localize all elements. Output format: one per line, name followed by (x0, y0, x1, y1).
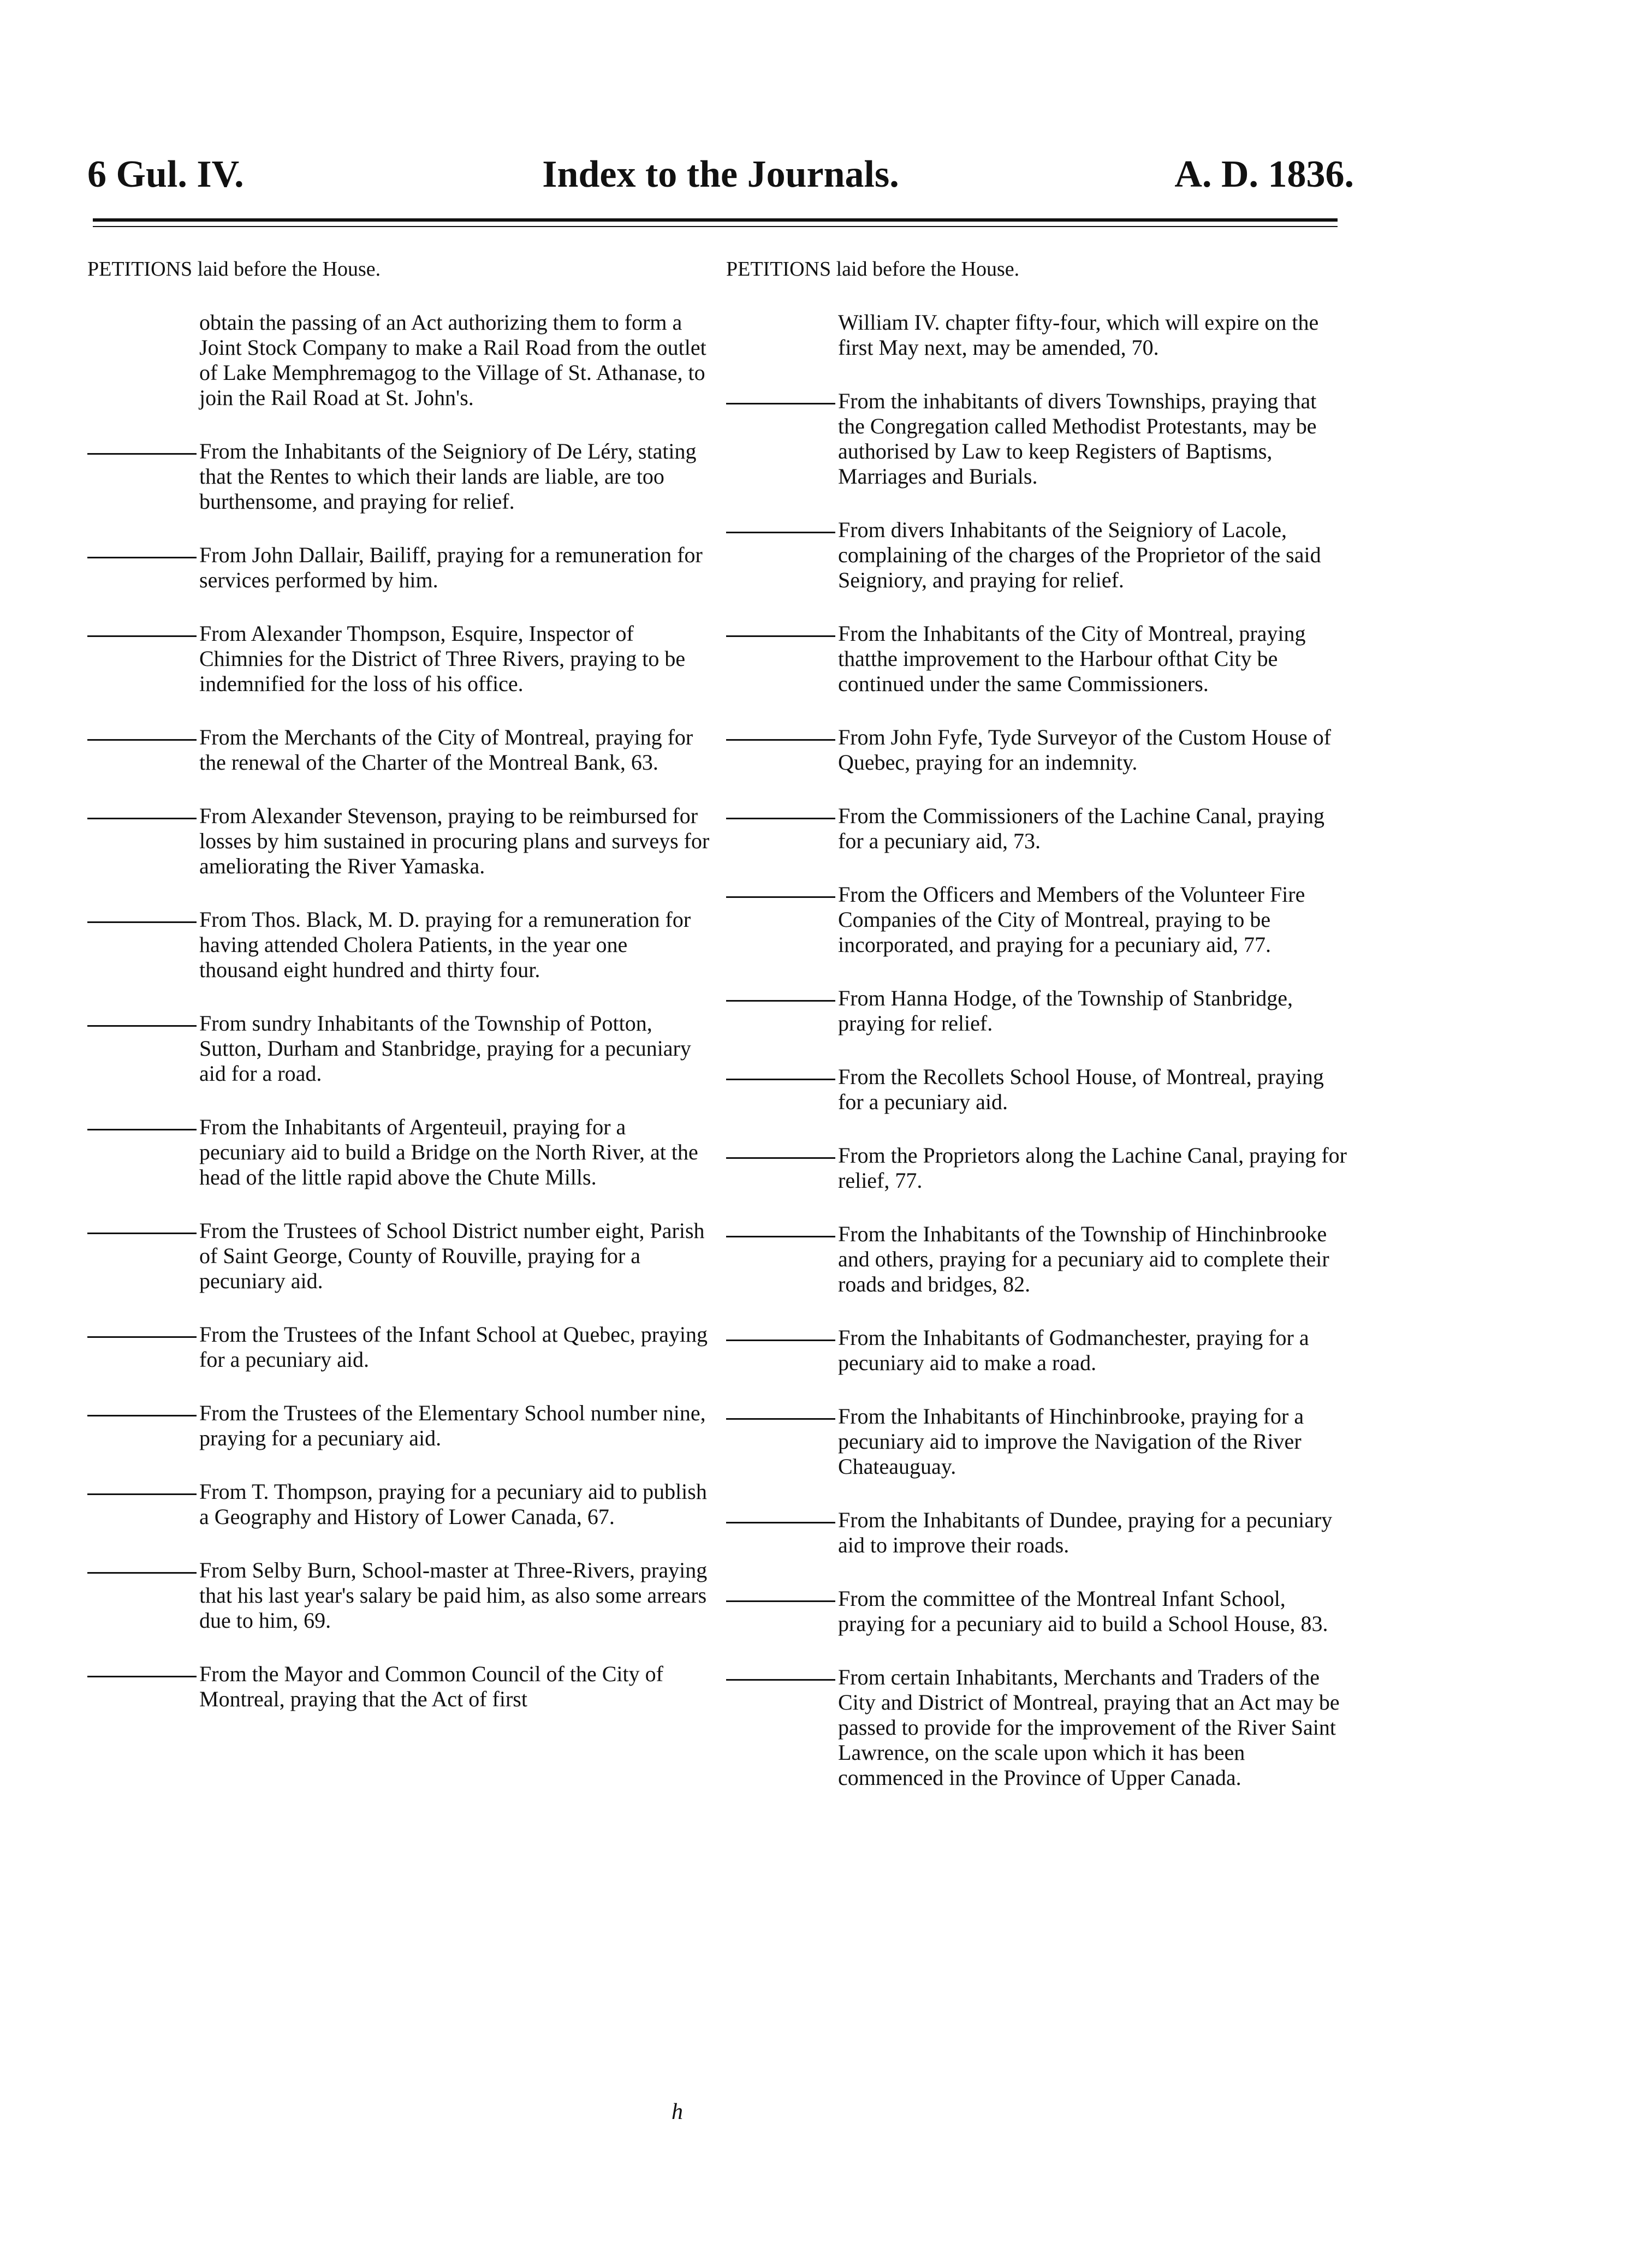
petition-entry: From John Dallair, Bailiff, praying for a remuneration for services performed by him. (87, 543, 710, 593)
regnal-year: 6 Gul. IV. (87, 153, 244, 195)
left-column (87, 257, 710, 1740)
petition-entry: From the Inhabitants of Dundee, praying for a pecuniary aid to improve their roads. (726, 1508, 1348, 1558)
right-column-heading: PETITIONS laid before the House. (726, 258, 1020, 281)
left-column-heading: PETITIONS laid before the House. (87, 258, 381, 281)
signature-mark: h (672, 2099, 683, 2124)
header-rule-thin (93, 226, 1338, 227)
petition-entry: From T. Thompson, praying for a pecuniary aid to publish a Geography and History of Lower Canada, 67. (87, 1479, 710, 1529)
petition-entry: From Thos. Black, M. D. praying for a remuneration for having attended Cholera Patients, in the year one thousand eight hundred and thirty four. (87, 907, 710, 983)
petition-entry: From the Inhabitants of Hinchinbrooke, praying for a pecuniary aid to improve the Navigation of the River Chateauguay. (726, 1404, 1348, 1479)
petition-entry: From the Inhabitants of Godmanchester, praying for a pecuniary aid to make a road. (726, 1325, 1348, 1376)
petition-entry: From certain Inhabitants, Merchants and Traders of the City and District of Montreal, praying that an Act may be passed to provide for the improvement of the River Saint Lawrence, on the scale upon which it has been commenced in the Province of Upper Canada. (726, 1665, 1348, 1790)
petition-entry: From the Trustees of the Infant School at Quebec, praying for a pecuniary aid. (87, 1322, 710, 1372)
petition-entry: From Alexander Thompson, Esquire, Inspector of Chimnies for the District of Three Rivers, praying to be indemnified for the loss of his office. (87, 621, 710, 697)
petition-entry: From the Recollets School House, of Montreal, praying for a pecuniary aid. (726, 1064, 1348, 1115)
petition-entry: From the Proprietors along the Lachine Canal, praying for relief, 77. (726, 1143, 1348, 1193)
petition-entry-continued: William IV. chapter fifty-four, which will expire on the first May next, may be amended, 70. (838, 310, 1319, 360)
petition-entry: From the inhabitants of divers Townships, praying that the Congregation called Methodist Protestants, may be authorised by Law to keep Registers of Baptisms, Marriages and Burials. (726, 389, 1348, 489)
petition-entry: From the Officers and Members of the Volunteer Fire Companies of the City of Montreal, praying to be incorporated, and praying for a pecuniary aid, 77. (726, 882, 1348, 957)
petition-entry: From Hanna Hodge, of the Township of Stanbridge, praying for relief. (726, 986, 1348, 1036)
petition-entry: From the Inhabitants of the Seigniory of De Léry, stating that the Rentes to which their lands are liable, are too burthensome, and praying for relief. (87, 439, 710, 514)
petition-entry: From the Merchants of the City of Montreal, praying for the renewal of the Charter of the Montreal Bank, 63. (87, 725, 710, 775)
petition-entry: From the committee of the Montreal Infant School, praying for a pecuniary aid to build a School House, 83. (726, 1586, 1348, 1636)
petition-entry: From the Trustees of the Elementary School number nine, praying for a pecuniary aid. (87, 1401, 710, 1451)
petition-entry: From the Inhabitants of the City of Montreal, praying thatthe improvement to the Harbour ofthat City be continued under the same Commissioners. (726, 621, 1348, 697)
page-title: Index to the Journals. (542, 153, 899, 195)
right-column (726, 257, 1348, 1819)
petition-entry: From Alexander Stevenson, praying to be reimbursed for losses by him sustained in procuring plans and surveys for ameliorating the River Yamaska. (87, 803, 710, 879)
year-label: A. D. 1836. (1174, 153, 1354, 195)
petition-entry: From divers Inhabitants of the Seigniory of Lacole, complaining of the charges of the Proprietor of the said Seigniory, and praying for relief. (726, 517, 1348, 593)
petition-entry: From Selby Burn, School-master at Three-Rivers, praying that his last year's salary be paid him, as also some arrears due to him, 69. (87, 1558, 710, 1633)
petition-entry: From sundry Inhabitants of the Township of Potton, Sutton, Durham and Stanbridge, praying for a pecuniary aid for a road. (87, 1011, 710, 1086)
petition-entry: From John Fyfe, Tyde Surveyor of the Custom House of Quebec, praying for an indemnity. (726, 725, 1348, 775)
petition-entry: From the Mayor and Common Council of the City of Montreal, praying that the Act of first (87, 1662, 710, 1712)
running-header (87, 153, 1354, 202)
petition-entry: From the Trustees of School District number eight, Parish of Saint George, County of Rouville, praying for a pecuniary aid. (87, 1218, 710, 1294)
petition-entry: From the Inhabitants of the Township of Hinchinbrooke and others, praying for a pecuniary aid to complete their roads and bridges, 82. (726, 1222, 1348, 1297)
petition-entry: From the Commissioners of the Lachine Canal, praying for a pecuniary aid, 73. (726, 803, 1348, 854)
header-rule-thick (93, 218, 1338, 222)
petition-entry-continued: obtain the passing of an Act authorizing them to form a Joint Stock Company to make a Rail Road from the outlet of Lake Memphremagog to the Village of St. Athanase, to join the Rail Road at St. John's. (199, 310, 706, 410)
petition-entry: From the Inhabitants of Argenteuil, praying for a pecuniary aid to build a Bridge on the North River, at the head of the little rapid above the Chute Mills. (87, 1115, 710, 1190)
